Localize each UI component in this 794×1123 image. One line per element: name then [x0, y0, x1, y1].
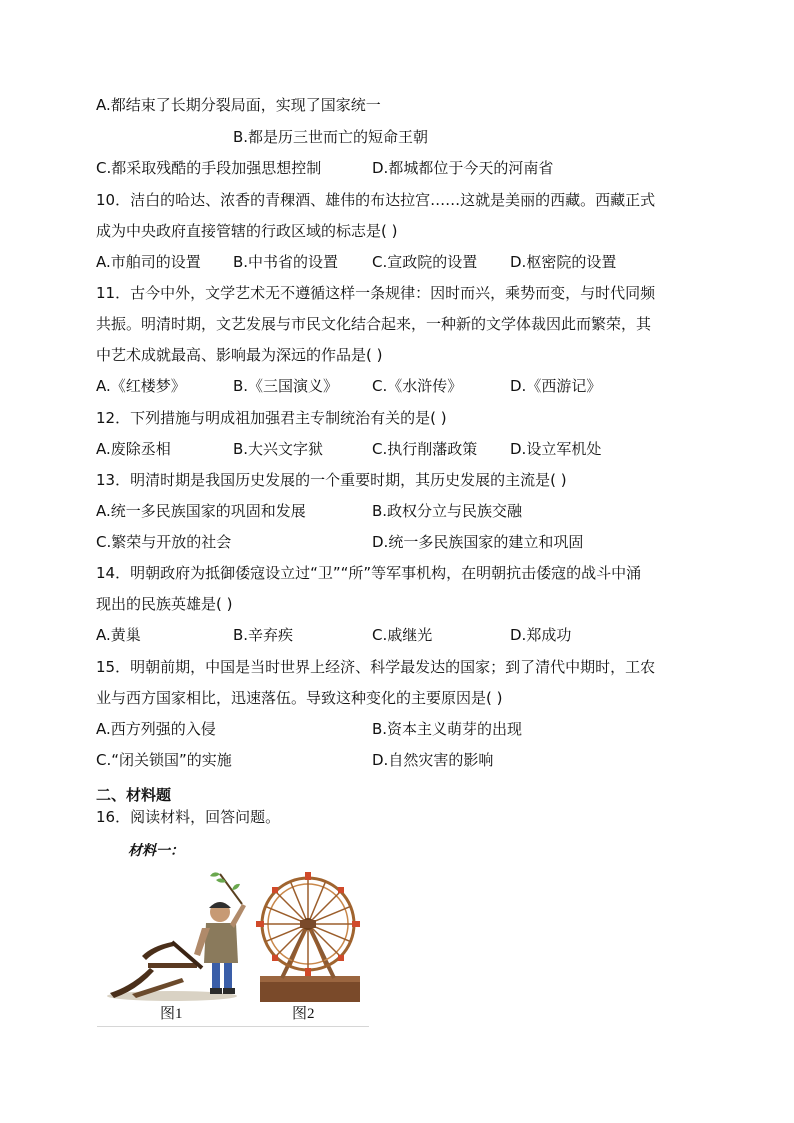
q10-option-b: B.中书省的设置 [233, 253, 339, 271]
q11-option-c: C.《水浒传》 [372, 377, 463, 395]
q11-option-b: B.《三国演义》 [233, 377, 339, 395]
figure-bottom-rule [97, 1026, 369, 1027]
q11-stem-line3: 中艺术成就最高、影响最为深远的作品是( ) [96, 346, 383, 364]
section-heading: 二、材料题 [96, 786, 172, 804]
q10-option-d: D.枢密院的设置 [510, 253, 617, 271]
q13-option-d: D.统一多民族国家的建立和巩固 [372, 533, 584, 551]
q13-option-b: B.政权分立与民族交融 [372, 502, 523, 520]
q12-option-d: D.设立军机处 [510, 440, 602, 458]
q15-option-b: B.资本主义萌芽的出现 [372, 720, 523, 738]
q15-stem-line2: 业与西方国家相比，迅速落伍。导致这种变化的主要原因是( ) [96, 689, 503, 707]
figure-1-plough-image [102, 868, 252, 1003]
q13-option-a: A.统一多民族国家的巩固和发展 [96, 502, 306, 520]
q11-stem-line2: 共振。明清时期，文艺发展与市民文化结合起来，一种新的文学体裁因此而繁荣，其 [96, 315, 652, 333]
q11-option-d: D.《西游记》 [510, 377, 602, 395]
q14-option-d: D.郑成功 [510, 626, 572, 644]
q9-option-c: C.都采取残酷的手段加强思想控制 [96, 159, 322, 177]
q10-stem-line2: 成为中央政府直接管辖的行政区域的标志是( ) [96, 222, 398, 240]
q14-option-c: C.戚继光 [372, 626, 433, 644]
q15-stem-line1: 15．明朝前期，中国是当时世界上经济、科学最发达的国家；到了清代中期时，工农 [96, 658, 656, 676]
q9-option-d: D.都城都位于今天的河南省 [372, 159, 554, 177]
q10-option-a: A.市舶司的设置 [96, 253, 201, 271]
q13-stem-line1: 13．明清时期是我国历史发展的一个重要时期，其历史发展的主流是( ) [96, 471, 567, 489]
q12-stem-line1: 12．下列措施与明成祖加强君主专制统治有关的是( ) [96, 409, 447, 427]
q13-option-c: C.繁荣与开放的社会 [96, 533, 232, 551]
q10-stem-line1: 10．洁白的哈达、浓香的青稞酒、雄伟的布达拉宫……这就是美丽的西藏。西藏正式 [96, 191, 656, 209]
figure-2-caption: 图2 [292, 1006, 315, 1022]
q9-option-b: B.都是历三世而亡的短命王朝 [233, 128, 429, 146]
material-label: 材料一： [128, 843, 184, 859]
q12-option-c: C.执行削藩政策 [372, 440, 478, 458]
q14-stem-line2: 现出的民族英雄是( ) [96, 595, 233, 613]
q16-stem-line1: 16．阅读材料，回答问题。 [96, 808, 281, 826]
q14-option-a: A.黄巢 [96, 626, 141, 644]
q12-option-b: B.大兴文字狱 [233, 440, 324, 458]
q15-option-d: D.自然灾害的影响 [372, 751, 494, 769]
material-figures [97, 868, 369, 1028]
q14-option-b: B.辛弃疾 [233, 626, 294, 644]
q14-stem-line1: 14．明朝政府为抵御倭寇设立过“卫”“所”等军事机构，在明朝抗击倭寇的战斗中涌 [96, 564, 642, 582]
figure-2-water-wheel-image [252, 868, 364, 1003]
q11-stem-line1: 11．古今中外，文学艺术无不遵循这样一条规律：因时而兴，乘势而变，与时代同频 [96, 284, 656, 302]
q11-option-a: A.《红楼梦》 [96, 377, 186, 395]
figure-1-caption: 图1 [160, 1006, 183, 1022]
q12-option-a: A.废除丞相 [96, 440, 171, 458]
q15-option-a: A.西方列强的入侵 [96, 720, 216, 738]
q10-option-c: C.宣政院的设置 [372, 253, 478, 271]
q9-option-a: A.都结束了长期分裂局面，实现了国家统一 [96, 96, 381, 114]
q15-option-c: C.“闭关锁国”的实施 [96, 751, 232, 769]
